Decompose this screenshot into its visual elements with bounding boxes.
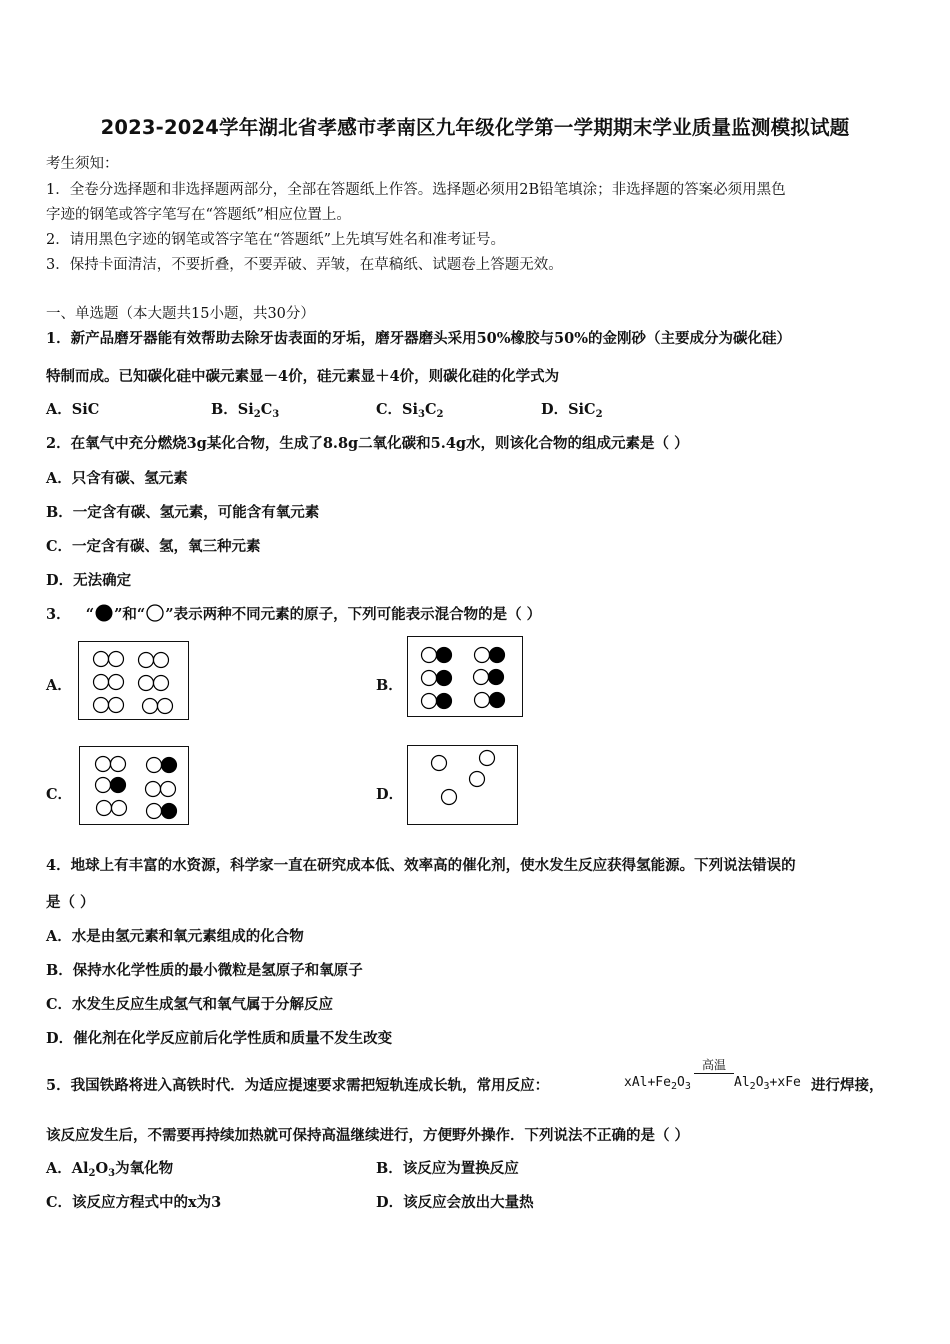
notice-line-3: 3．保持卡面清洁，不要折叠，不要弄破、弄皱，在草稿纸、试题卷上答题无效。 xyxy=(46,257,563,273)
q4-stem-line-2: 是（ ） xyxy=(46,894,95,911)
q2-option-b: B．一定含有碳、氢元素，可能含有氧元素 xyxy=(46,504,320,521)
q5-option-b: B．该反应为置换反应 xyxy=(376,1160,519,1177)
q3-label-c: C． xyxy=(46,786,73,803)
notice-line-2: 2．请用黑色字迹的钢笔或答字笔在“答题纸”上先填写姓名和准考证号。 xyxy=(46,232,506,248)
q3-diagram-d-svg xyxy=(408,746,517,824)
q4-option-c: C．水发生反应生成氢气和氧气属于分解反应 xyxy=(46,996,334,1013)
q3-label-b: B． xyxy=(376,677,403,694)
q3-diagram-a xyxy=(78,641,189,720)
q1-option-a: A．SiC xyxy=(46,401,100,418)
q4-option-d: D．催化剂在化学反应前后化学性质和质量不发生改变 xyxy=(46,1030,393,1047)
q5-stem-line-2: 该反应发生后，不需要再持续加热就可保持高温继续进行，方便野外操作．下列说法不正确的是（ ） xyxy=(46,1127,690,1144)
q3-diagram-b xyxy=(407,636,523,717)
q3-diagram-d xyxy=(407,745,518,825)
q1-stem-line-1: 1．新产品磨牙器能有效帮助去除牙齿表面的牙垢，磨牙器磨头采用50%橡胶与50%的金刚砂（主要成分为碳化硅） xyxy=(46,330,791,347)
q4-option-b: B．保持水化学性质的最小微粒是氢原子和氧原子 xyxy=(46,962,363,979)
q5-option-d: D．该反应会放出大量热 xyxy=(376,1194,534,1211)
q1-option-b: B．$Si_2C_3$ xyxy=(211,401,280,420)
q5-equation-left: $xAl+Fe_2O_3$ xyxy=(624,1075,691,1092)
q4-option-a: A．水是由氢元素和氧元素组成的化合物 xyxy=(46,928,304,945)
q3-diagram-c xyxy=(79,746,189,825)
q3-label-d: D． xyxy=(376,786,404,803)
q5-stem-line-1: 5．我国铁路将进入高铁时代．为适应提速要求需把短轨连成长轨，常用反应： xyxy=(46,1077,550,1094)
q5-reaction-condition: 高温 xyxy=(701,1058,726,1072)
q3-diagram-c-svg xyxy=(80,747,188,824)
q2-option-c: C．一定含有碳、氢，氧三种元素 xyxy=(46,538,261,555)
q2-stem: 2．在氧气中充分燃烧3g某化合物，生成了8.8g二氧化碳和5.4g水，则该化合物的组成元素是（ ） xyxy=(46,435,689,452)
section-heading: 一、单选题（本大题共15小题，共30分） xyxy=(46,306,315,322)
q1-stem-line-2: 特制而成。已知碳化硅中碳元素显－4价，硅元素显＋4价，则碳化硅的化学式为 xyxy=(46,368,560,385)
q1-option-d: D．SiC$_2$ xyxy=(541,401,603,420)
q4-stem-line-1: 4．地球上有丰富的水资源，科学家一直在研究成本低、效率高的催化剂，使水发生反应获得氢能源。下列说法错误的 xyxy=(46,857,796,874)
q5-equation-right: $Al_2O_3+xFe$ xyxy=(734,1075,801,1092)
q3-diagram-a-svg xyxy=(79,642,188,719)
black-atom-icon xyxy=(94,603,114,623)
q5-option-c: C．该反应方程式中的x为3 xyxy=(46,1194,222,1211)
notice-heading: 考生须知： xyxy=(46,156,119,172)
q2-option-a: A．只含有碳、氢元素 xyxy=(46,470,188,487)
q3-stem: 3． “ ”和“ ”表示两种不同元素的原子，下列可能表示混合物的是（ ） xyxy=(46,603,541,624)
q3-diagram-b-svg xyxy=(408,637,522,716)
q5-stem-line-1-end: 进行焊接， xyxy=(811,1077,884,1094)
page-title: 2023-2024学年湖北省孝感市孝南区九年级化学第一学期期末学业质量监测模拟试题 xyxy=(100,116,850,139)
q5-option-a: A．$Al_2O_3$为氧化物 xyxy=(46,1160,174,1179)
q5-reaction-arrow xyxy=(694,1073,734,1074)
q1-option-c: C．$Si_3C_2$ xyxy=(376,401,444,420)
notice-line-1b: 字迹的钢笔或答字笔写在“答题纸”相应位置上。 xyxy=(46,207,351,223)
q3-label-a: A． xyxy=(46,677,72,694)
white-atom-icon xyxy=(145,603,165,623)
q2-option-d: D．无法确定 xyxy=(46,572,132,589)
notice-line-1: 1．全卷分选择题和非选择题两部分，全部在答题纸上作答。选择题必须用2B铅笔填涂；非选择题的答案必须用黑色 xyxy=(46,182,786,198)
